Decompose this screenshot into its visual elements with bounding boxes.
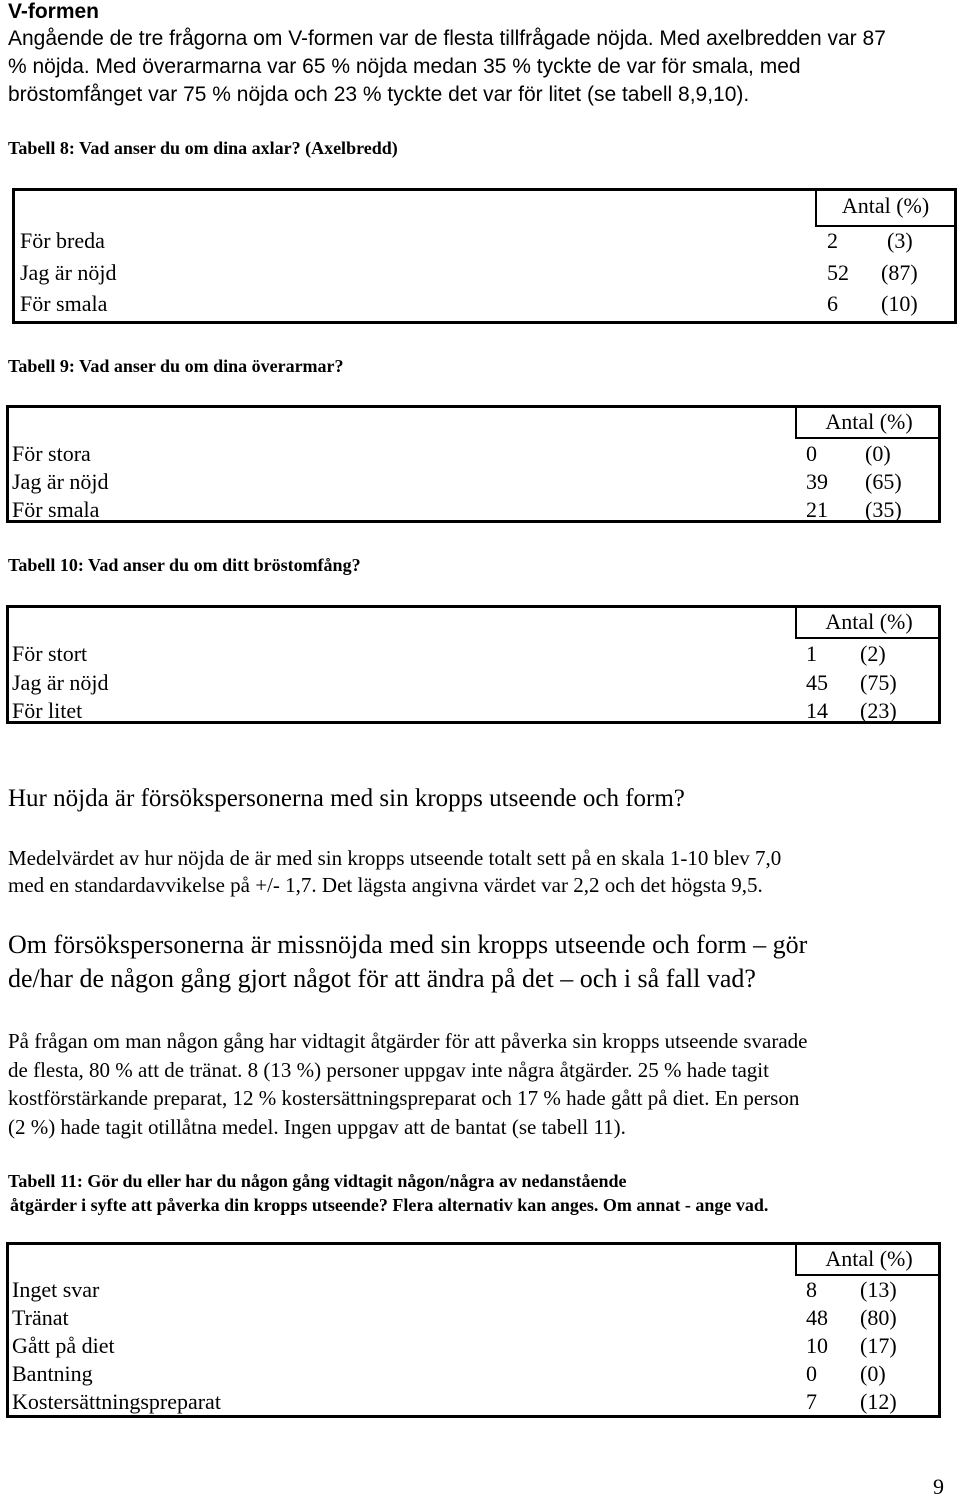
table8-row-pct: (87) — [881, 260, 918, 285]
table11-caption-line-1: Tabell 11: Gör du eller har du någon gång vidtagit någon/några av nedanstående — [8, 1171, 627, 1191]
table9 — [6, 405, 941, 523]
paragraph-2-line-1: På frågan om man någon gång har vidtagit åtgärder för att påverka sin kropps utseende svarade — [8, 1029, 808, 1053]
table10-row-label: För stort — [12, 641, 88, 666]
table11-row-pct: (12) — [860, 1389, 897, 1414]
table10-row-pct: (23) — [860, 698, 897, 723]
table9-header: Antal (%) — [795, 408, 941, 439]
page-number: 9 — [933, 1474, 944, 1499]
table8-row-label: För smala — [20, 291, 108, 316]
table8-row-count: 2 — [827, 228, 838, 253]
table11-row-pct: (13) — [860, 1277, 897, 1302]
table8 — [12, 188, 957, 324]
table11-header: Antal (%) — [795, 1245, 941, 1276]
table10-row-pct: (2) — [860, 641, 886, 666]
table9-row-label: Jag är nöjd — [12, 469, 109, 494]
table9-row-count: 0 — [806, 441, 817, 466]
table11-row-label: Kostersättningspreparat — [12, 1389, 221, 1414]
table9-row-label: För stora — [12, 441, 91, 466]
table8-row-pct: (10) — [881, 291, 918, 316]
table11-row-label: Tränat — [12, 1305, 69, 1330]
table11-row-label: Inget svar — [12, 1277, 100, 1302]
table11-row-pct: (0) — [860, 1361, 886, 1386]
table11-row-count: 10 — [806, 1333, 828, 1358]
table9-row-count: 39 — [806, 469, 828, 494]
intro-line-2: % nöjda. Med överarmarna var 65 % nöjda medan 35 % tyckte de var för smala, med — [8, 55, 801, 78]
table8-row-label: För breda — [20, 228, 105, 253]
intro-line-1: Angående de tre frågorna om V-formen var de flesta tillfrågade nöjda. Med axelbredden var 87 — [8, 27, 886, 50]
paragraph-1-line-2: med en standardavvikelse på +/- 1,7. Det lägsta angivna värdet var 2,2 och det högsta 9,5. — [8, 873, 763, 897]
paragraph-1-line-1: Medelvärdet av hur nöjda de är med sin kropps utseende totalt sett på en skala 1-10 blev 7,0 — [8, 846, 782, 870]
question-heading-1: Hur nöjda är försökspersonerna med sin kropps utseende och form? — [8, 785, 685, 812]
paragraph-2-line-3: kostförstärkande preparat, 12 % kostersättningspreparat och 17 % hade gått på diet. En person — [8, 1086, 800, 1110]
table9-row-count: 21 — [806, 497, 828, 522]
intro-line-3: bröstomfånget var 75 % nöjda och 23 % tyckte det var för litet (se tabell 8,9,10). — [8, 83, 750, 106]
table11-row-label: Gått på diet — [12, 1333, 115, 1358]
table10-caption: Tabell 10: Vad anser du om ditt bröstomfång? — [8, 555, 361, 575]
table9-row-pct: (0) — [865, 441, 891, 466]
table10-row-count: 45 — [806, 670, 828, 695]
table11-row-label: Bantning — [12, 1361, 93, 1386]
table11 — [6, 1242, 941, 1418]
table9-row-pct: (35) — [865, 497, 902, 522]
table10 — [6, 605, 941, 724]
table8-row-count: 52 — [827, 260, 849, 285]
question-heading-2-line-2: de/har de någon gång gjort något för att ändra på det – och i så fall vad? — [8, 964, 756, 993]
table10-row-label: Jag är nöjd — [12, 670, 109, 695]
table11-row-count: 0 — [806, 1361, 817, 1386]
table9-row-label: För smala — [12, 497, 100, 522]
table11-row-count: 48 — [806, 1305, 828, 1330]
table11-row-count: 7 — [806, 1389, 817, 1414]
table11-caption-line-2: åtgärder i syfte att påverka din kropps utseende? Flera alternativ kan anges. Om annat - ange vad. — [10, 1195, 769, 1215]
table9-caption: Tabell 9: Vad anser du om dina överarmar? — [8, 356, 344, 376]
question-heading-2-line-1: Om försökspersonerna är missnöjda med sin kropps utseende och form – gör — [8, 930, 808, 959]
table11-row-pct: (17) — [860, 1333, 897, 1358]
section-title: V-formen — [8, 0, 100, 23]
table10-header: Antal (%) — [795, 608, 941, 639]
table8-row-pct: (3) — [887, 228, 913, 253]
table11-row-pct: (80) — [860, 1305, 897, 1330]
table8-header: Antal (%) — [815, 191, 954, 227]
table8-row-count: 6 — [827, 291, 838, 316]
table8-row-label: Jag är nöjd — [20, 260, 117, 285]
paragraph-2-line-4: (2 %) hade tagit otillåtna medel. Ingen uppgav att de bantat (se tabell 11). — [8, 1115, 626, 1139]
table9-row-pct: (65) — [865, 469, 902, 494]
table10-row-count: 14 — [806, 698, 828, 723]
table10-row-count: 1 — [806, 641, 817, 666]
table10-row-label: För litet — [12, 698, 83, 723]
table8-caption: Tabell 8: Vad anser du om dina axlar? (Axelbredd) — [8, 138, 398, 158]
table11-row-count: 8 — [806, 1277, 817, 1302]
paragraph-2-line-2: de flesta, 80 % att de tränat. 8 (13 %) personer uppgav inte några åtgärder. 25 % hade tagit — [8, 1058, 769, 1082]
table10-row-pct: (75) — [860, 670, 897, 695]
